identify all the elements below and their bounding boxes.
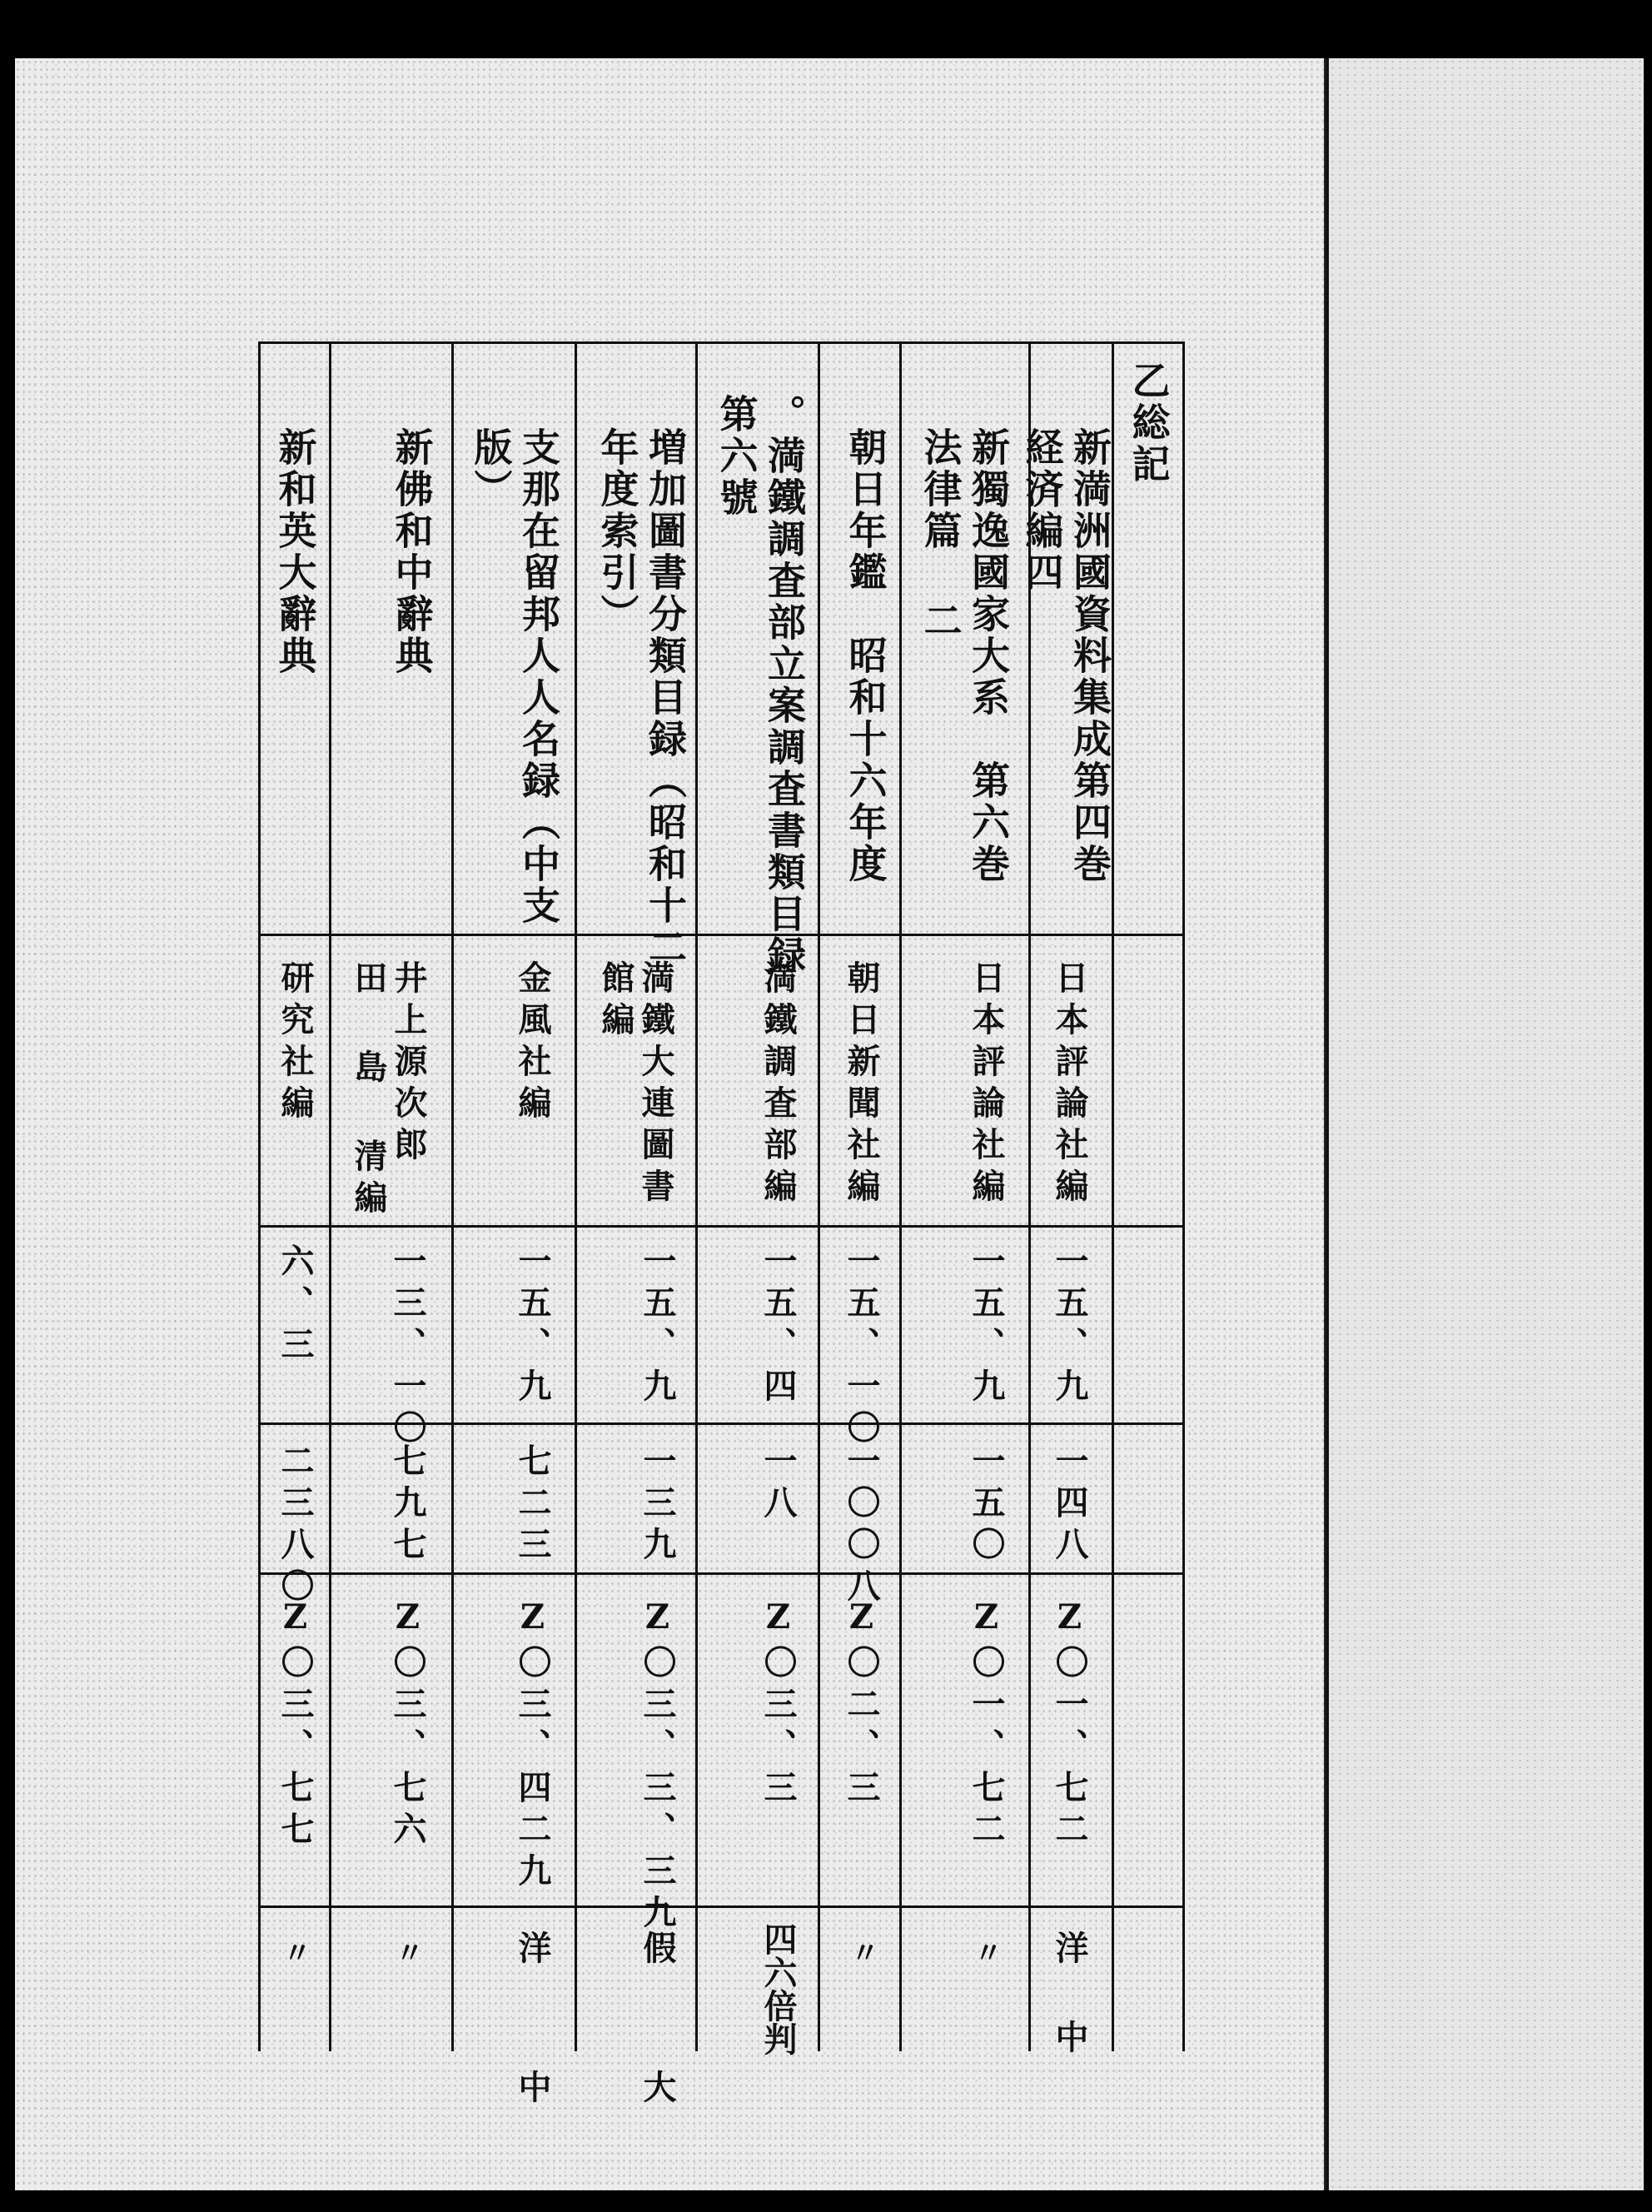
divider-pages (258, 1572, 1182, 1575)
entry-title: 支那在留邦人人名録（中支 版） (468, 427, 561, 927)
entry-pages: 一〇〇八 (842, 1443, 881, 1610)
entry-format: 〃 (283, 1937, 311, 1970)
facing-page (1324, 58, 1644, 2190)
entry-publisher: 日本評論社編 (1050, 960, 1089, 1210)
entry-pages: 一八 (759, 1443, 798, 1527)
entry-title: 新和英大辭典 (272, 427, 318, 677)
entry-code: Z〇三、三 (759, 1597, 798, 1811)
col-sep (575, 344, 577, 2051)
entry-publisher: 満鐵調査部編 (759, 960, 798, 1210)
entry-code: Z〇三、三、三九 (638, 1597, 677, 1936)
col-sep (695, 344, 698, 2051)
entry-pages: 一五〇 (967, 1443, 1006, 1568)
entry-format: 洋 中 (513, 1931, 552, 2136)
page-gutter (1326, 58, 1328, 2190)
catalog-table (258, 341, 1185, 2136)
entry-pages: 七九七 (388, 1443, 427, 1568)
entry-code: Z〇三、七七 (276, 1597, 315, 1853)
divider-code (258, 1906, 1182, 1908)
col-sep (899, 344, 902, 2051)
entry-pages: 二三八〇 (276, 1443, 315, 1610)
entry-publisher: 金風社編 (513, 960, 552, 1127)
entry-publisher: 朝日新聞社編 (842, 960, 881, 1210)
entry-year: 一五、九 (638, 1243, 677, 1410)
col-sep (329, 344, 331, 2051)
entry-year: 一五、九 (967, 1243, 1006, 1410)
entry-format: 洋 中 (1050, 1931, 1089, 2061)
entry-year: 一五、一〇 (842, 1243, 881, 1452)
divider-publisher (258, 1225, 1182, 1228)
entry-title: 。満鐵調査部立案調査書類目録 第六號 (714, 394, 807, 977)
entry-year: 一三、一〇 (388, 1243, 427, 1452)
entry-title: 新獨逸國家大系 第六巻 法律篇 二 (918, 427, 1011, 885)
entry-pages: 一三九 (638, 1443, 677, 1568)
entry-year: 六、三 (276, 1243, 315, 1368)
entry-year: 一五、九 (513, 1243, 552, 1410)
entry-format: 〃 (396, 1937, 424, 1970)
section-header: 乙総記 (1126, 361, 1172, 486)
entry-title: 増加圖書分類目録（昭和十二 年度索引） (595, 427, 688, 969)
col-sep (451, 344, 454, 2051)
entry-code: Z〇三、七六 (388, 1597, 427, 1853)
entry-publisher: 日本評論社編 (967, 960, 1006, 1210)
entry-year: 一五、四 (759, 1243, 798, 1410)
entry-publisher: 満鐵大連圖書 館編 (596, 960, 675, 1210)
entry-year: 一五、九 (1050, 1243, 1089, 1410)
entry-code: Z〇一、七二 (967, 1597, 1006, 1853)
entry-format: 〃 (851, 1937, 879, 1970)
entry-code: Z〇三、四二九 (513, 1597, 552, 1895)
entry-publisher: 研究社編 (276, 960, 315, 1127)
entry-pages: 一四八 (1050, 1443, 1089, 1568)
entry-format: 〃 (974, 1937, 1003, 1970)
entry-format: 假 大 (638, 1931, 677, 2136)
col-sep (258, 344, 261, 2051)
entry-pages: 七二三 (513, 1443, 552, 1568)
entry-title: 朝日年鑑 昭和十六年度 (843, 427, 888, 885)
entry-code: Z〇一、七二 (1050, 1597, 1089, 1853)
entry-title: 新満洲國資料集成第四巻 経済編四 (1019, 427, 1112, 885)
entry-publisher: 井上源次郎 田 島 清編 (349, 960, 428, 1222)
col-sep (818, 344, 820, 2051)
entry-code: Z〇二、三 (842, 1597, 881, 1811)
entry-format: 四六倍判 (759, 1922, 798, 2055)
entry-title: 新佛和中辭典 (389, 427, 435, 677)
